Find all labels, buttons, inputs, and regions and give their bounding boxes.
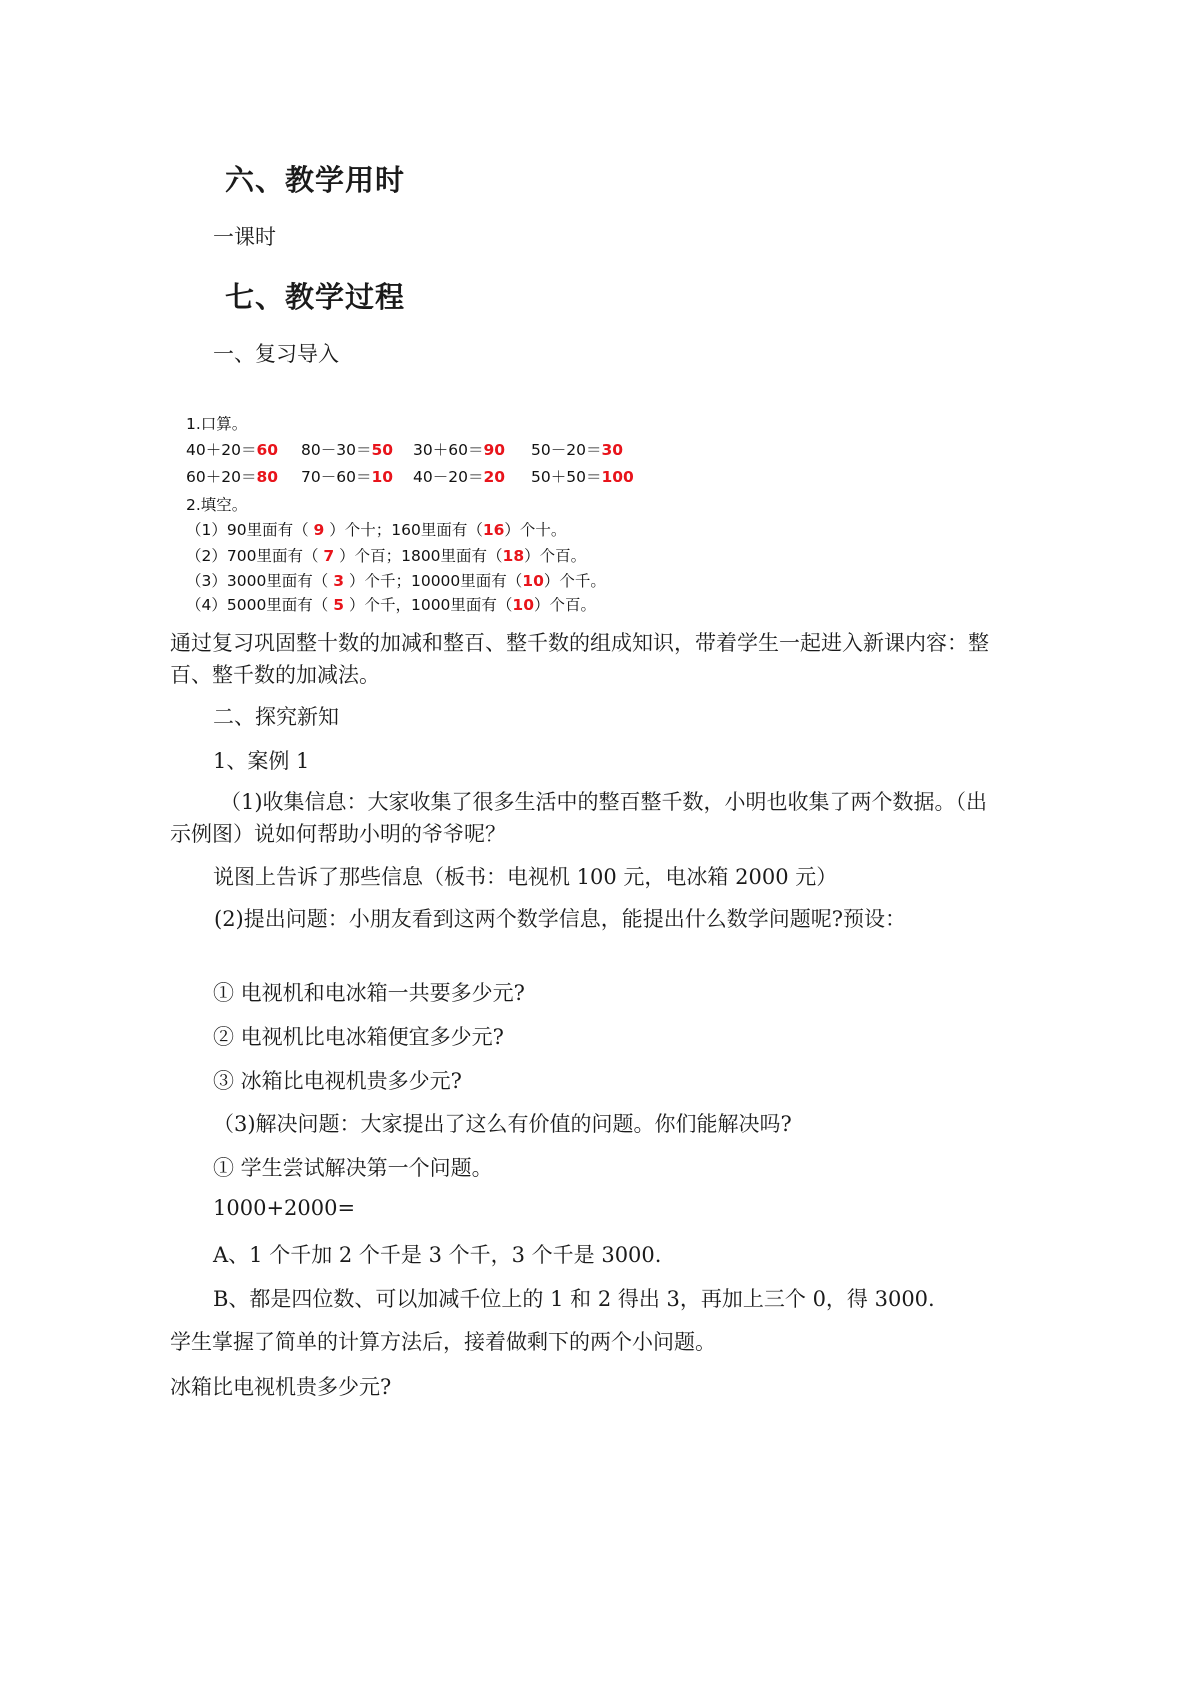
paragraph-solve: （3)解决问题：大家提出了这么有价值的问题。你们能解决吗?	[213, 1112, 792, 1136]
question-1: ① 电视机和电冰箱一共要多少元?	[213, 981, 525, 1005]
review-title: 一、复习导入	[213, 342, 339, 366]
paragraph-try: ① 学生尝试解决第一个问题。	[213, 1156, 493, 1180]
review-summary: 通过复习巩固整十数的加减和整百、整千数的组成知识，带着学生一起进入新课内容：整百、整千数的加减法。	[170, 631, 989, 687]
exercise-box	[186, 415, 746, 640]
question-2: ② 电视机比电冰箱便宜多少元?	[213, 1025, 504, 1049]
case-title: 1、案例 1	[213, 749, 310, 773]
section-six-content: 一课时	[213, 225, 276, 249]
oral-row-2	[186, 465, 746, 487]
fill-item: （3）3000里面有（ 3 ）个千；10000里面有（10）个千。	[186, 572, 606, 590]
paragraph-next: 学生掌握了简单的计算方法后，接着做剩下的两个小问题。	[170, 1330, 716, 1354]
equation: 1000+2000=	[213, 1196, 356, 1220]
oral-item: 30＋60＝90	[413, 441, 506, 459]
fill-item: （1）90里面有（ 9 ）个十；160里面有（16）个十。	[186, 521, 567, 539]
method-b: B、都是四位数、可以加减千位上的 1 和 2 得出 3，再加上三个 0，得 3000.	[213, 1287, 935, 1311]
paragraph-ask-question: (2)提出问题：小朋友看到这两个数学信息，能提出什么数学问题呢?预设：	[214, 907, 907, 931]
oral-item: 40－20＝20	[413, 468, 506, 486]
oral-item: 60＋20＝80	[186, 468, 279, 486]
paragraph-question: 冰箱比电视机贵多少元?	[170, 1375, 392, 1399]
oral-row-1	[186, 438, 746, 460]
question-3: ③ 冰箱比电视机贵多少元?	[213, 1069, 462, 1093]
fill-item: （2）700里面有（ 7 ）个百；1800里面有（18）个百。	[186, 547, 587, 565]
fill-item: （4）5000里面有（ 5 ）个千，1000里面有（10）个百。	[186, 596, 597, 614]
paragraph-collect-info: （1)收集信息：大家收集了很多生活中的整百整千数，小明也收集了两个数据。（出示例图）说如何帮助小明的爷爷呢？	[170, 790, 988, 846]
explore-title: 二、探究新知	[213, 705, 339, 729]
fill-title: 2.填空。	[186, 496, 248, 514]
oral-item: 70－60＝10	[301, 468, 394, 486]
method-a: A、1 个千加 2 个千是 3 个千，3 个千是 3000.	[213, 1243, 662, 1267]
oral-item: 50－20＝30	[531, 441, 624, 459]
oral-title: 1.口算。	[186, 415, 248, 433]
oral-item: 40＋20＝60	[186, 441, 279, 459]
oral-item: 80－30＝50	[301, 441, 394, 459]
paragraph-board: 说图上告诉了那些信息（板书：电视机 100 元，电冰箱 2000 元）	[213, 865, 838, 889]
section-six-title: 六、教学用时	[225, 163, 406, 197]
section-seven-title: 七、教学过程	[225, 280, 406, 314]
oral-item: 50＋50＝100	[531, 468, 634, 486]
